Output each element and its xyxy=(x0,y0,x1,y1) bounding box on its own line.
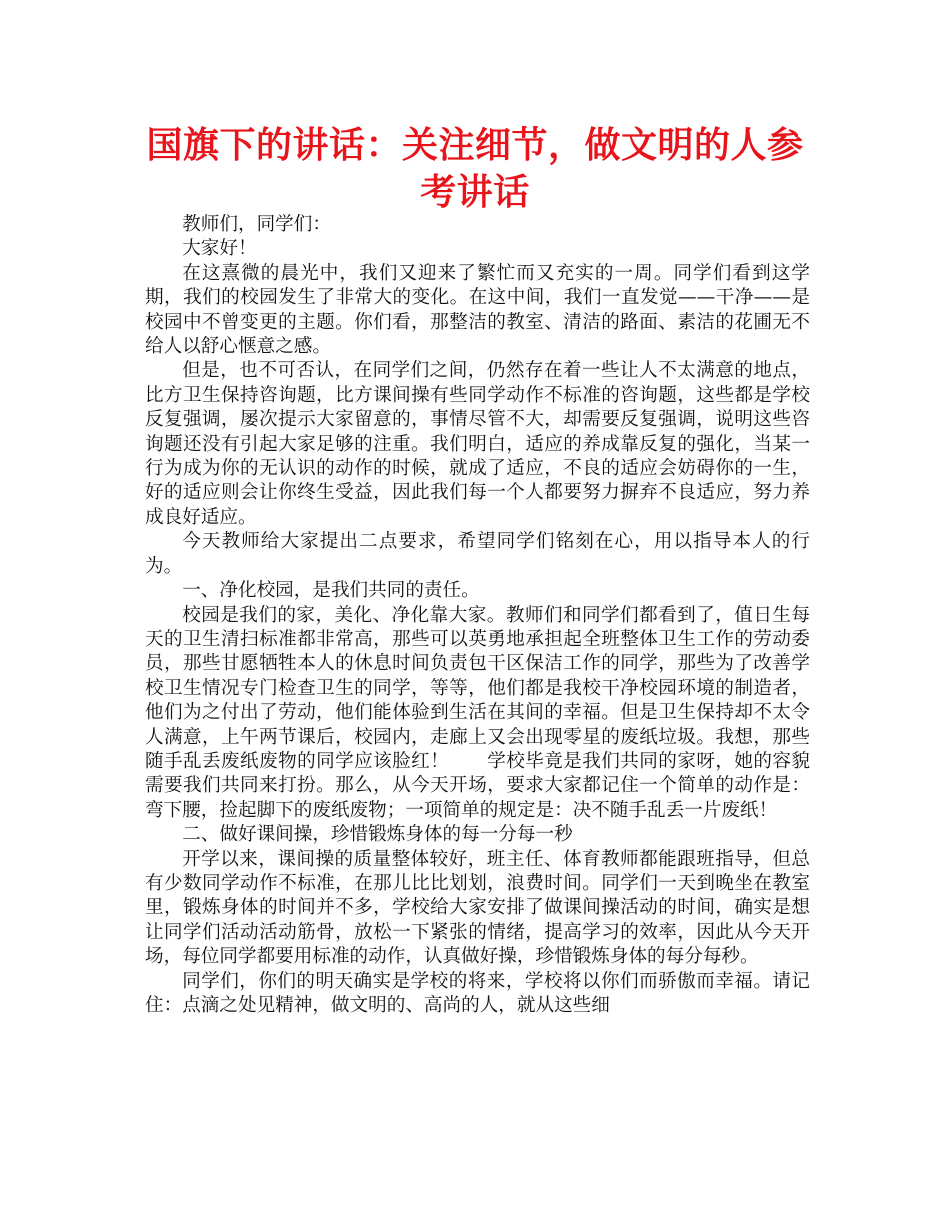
paragraph: 在这熹微的晨光中，我们又迎来了繁忙而又充实的一周。同学们看到这学期，我们的校园发生了非常大的变化。在这中间，我们一直发觉——干净——是校园中不曾变更的主题。你们看，那整洁的教室、清洁的路面、素洁的花圃无不给人以舒心惬意之感。 xyxy=(145,262,810,358)
document-body xyxy=(145,213,810,1018)
section-heading: 二、做好课间操，珍惜锻炼身体的每一分每一秒 xyxy=(182,824,573,846)
document-title: 国旗下的讲话：关注细节，做文明的人参考讲话 xyxy=(146,125,804,213)
paragraph: 但是，也不可否认，在同学们之间，仍然存在着一些让人不太满意的地点，比方卫生保持咨询题，比方课间操有些同学动作不标准的咨询题，这些都是学校反复强调，屡次提示大家留意的，事情尽管不大，却需要反复强调，说明这些咨询题还没有引起大家足够的注重。我们明白，适应的养成靠反复的强化，当某一行为成为你的无认识的动作的时候，就成了适应，不良的适应会妨碍你的一生，好的适应则会让你终生受益，因此我们每一个人都要努力摒弃不良适应，努力养成良好适应。 xyxy=(145,360,810,528)
paragraph: 校园是我们的家，美化、净化靠大家。教师们和同学们都看到了，值日生每天的卫生清扫标准都非常高，那些可以英勇地承担起全班整体卫生工作的劳动委员，那些甘愿牺牲本人的休息时间负责包干区保洁工作的同学，那些为了改善学校卫生情况专门检查卫生的同学，等等，他们都是我校干净校园环境的制造者，他们为之付出了劳动，他们能体验到生活在其间的幸福。但是卫生保持却不太令人满意，上午两节课后，校园内，走廊上又会出现零星的废纸垃圾。我想，那些随手乱丢废纸废物的同学应该脸红！ 学校毕竟是我们共同的家呀，她的容貌需要我们共同来打扮。那么，从今天开场，要求大家都记住一个简单的动作是：弯下腰，捡起脚下的废纸废物；一项简单的规定是：决不随手乱丢一片废纸！ xyxy=(145,604,810,821)
paragraph: 同学们，你们的明天确实是学校的将来，学校将以你们而骄傲而幸福。请记住：点滴之处见精神，做文明的、高尚的人，就从这些细 xyxy=(145,970,810,1016)
section-heading: 一、净化校园，是我们共同的责任。 xyxy=(182,580,480,602)
paragraph: 今天教师给大家提出二点要求，希望同学们铭刻在心，用以指导本人的行为。 xyxy=(145,531,810,577)
salutation: 教师们，同学们： xyxy=(182,214,331,235)
paragraph: 开学以来，课间操的质量整体较好，班主任、体育教师都能跟班指导，但总有少数同学动作不标准，在那儿比比划划，浪费时间。同学们一天到晚坐在教室里，锻炼身体的时间并不多，学校给大家安排了做课间操活动的时间，确实是想让同学们活动活动筋骨，放松一下紧张的情绪，提高学习的效率，因此从今天开场，每位同学都要用标准的动作，认真做好操，珍惜锻炼身体的每分每秒。 xyxy=(145,848,810,968)
greeting: 大家好！ xyxy=(182,238,257,260)
